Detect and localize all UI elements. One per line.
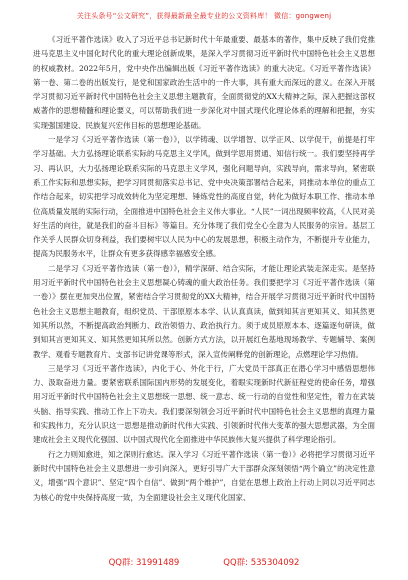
banner-text: 关注头条号“公文研究”，获得最新最全最专业的公文资料库！ 微信：gongwenj [76, 12, 332, 20]
paragraph: 行之力则知愈进，知之深则行愈达。深入学习《习近平著作选读（第一卷）》必将把学习贯彻习近平新时代中国特色社会主义思想进一步引向深入，更好引导广大干部群众深刻领悟“两个确立”的决定性意义，增强“四个意识”、坚定“四个自信”、做到“两个维护”，自觉在思想上政治上行动上同以习近平同志为核心的党中央保持高度一致，为全面建设社会主义现代化国家、 [33, 449, 375, 502]
paragraph: 二是学习《习近平著作选读（第一卷）》，精学深研、结合实际，才能让理论武装走深走实。是坚持用习近平新时代中国特色社会主义思想凝心铸魂的重大政治任务。我们要把学习《习近平著作选读（第一卷）》摆在更加突出位置，紧密结合学习贯彻党的XX大精神，结合开展学习贯彻习近平新时代中国特色社会主义思想主题教育，组织党员、干部原原本本学、认认真真读，做到知其言更知其义、知其然更知其所以然，不断提高政治判断力、政治领悟力、政治执行力。须于成员原原本本、逐篇逐句研读，做到知其言更知其义、知其然更知其所以然。创新方式方法，以开展红色基地现场教学、专题辅导、案例教学、观看专题教育片、支部书记讲党课等形式，深入宣传阐释党的创新理论，点燃理论学习热情。 [33, 263, 375, 359]
paragraph: 三是学习《习近平著作选读》，内化于心、外化于行，广大党员干部真正在潜心学习中感悟思想伟力、汲取奋进力量。要紧密联系国际国内形势的发展变化，着眼实现新时代新征程党的使命任务，增强用习近平新时代中国特色社会主义思想统一思想、统一意志、统一行动的自觉性和坚定性，着力在武装头脑、指导实践、推动工作上下功夫。我们要深刻领会习近平新时代中国特色社会主义思想的真理力量和实践伟力，充分认识这一思想是推动新时代伟大实践、引领新时代伟大变革的强大思想武器，为全面建成社会主义现代化强国、以中国式现代化全面推进中华民族伟大复兴提供了科学理论指引。 [33, 363, 375, 445]
footer-qq-group-2: QQ群: 535304092 [223, 558, 300, 568]
header-banner [0, 0, 408, 32]
paragraph: 一是学习《习近平著作选读（第一卷）》，以学铸魂、以学增智、以学正风、以学促干，前提是打牢学习基础。大力弘扬理论联系实际的马克思主义学风，做到学思用贯通、知信行统一。我们要坚持再学习、再认识，大力弘扬理论联系实际的马克思主义学风，强化问题导向，实践导向，需求导向，紧密联系工作实际和思想实际，把学习同贯彻落实总书记、党中央决策部署结合起来，同推动本单位的重点工作结合起来，切实把学习成效转化为坚定理想、锤炼党性的高度自觉，转化为做好本职工作、推动本单位高质量发展的实际行动，全面推进中国特色社会主义伟大事业。“人民”一词出现频率较高，《人民对美好生活的向往，就是我们的奋斗目标》等篇目。充分体现了我们党全心全意为人民服务的宗旨。基层工作关乎人民群众切身利益，我们要树牢以人民为中心的发展思想，积极主动作为，不断提升专业能力，提高为民服务水平，让群众有更多获得感幸福感安全感。 [33, 135, 375, 259]
footer-qq-group: QQ群: 31991489 [108, 558, 180, 568]
paragraph: 《习近平著作选读》收入了习近平总书记新时代十年最重要、最基本的著作，集中反映了我们党推进马克思主义中国化时代化的重大理论创新成果，是深入学习贯彻习近平新时代中国特色社会主义思想的权威教材。2022年5月，党中央作出编辑出版《习近平著作选读》的重大决定。《习近平著作选读》第一卷、第二卷的出版发行，是党和国家政治生活中的一件大事，具有重大而深远的意义。在深入开展学习贯彻习近平新时代中国特色社会主义思想主题教育，全面贯彻党的XX大精神之际，深入把握这部权威著作的思想精髓和理论要义，可以帮助我们进一步深化对中国式现代化理论体系的理解和把握，夯实实现强国建设、民族复兴宏伟目标的思想理论基础。 [33, 35, 375, 130]
footer-bar [0, 550, 408, 574]
document-body [33, 33, 375, 505]
